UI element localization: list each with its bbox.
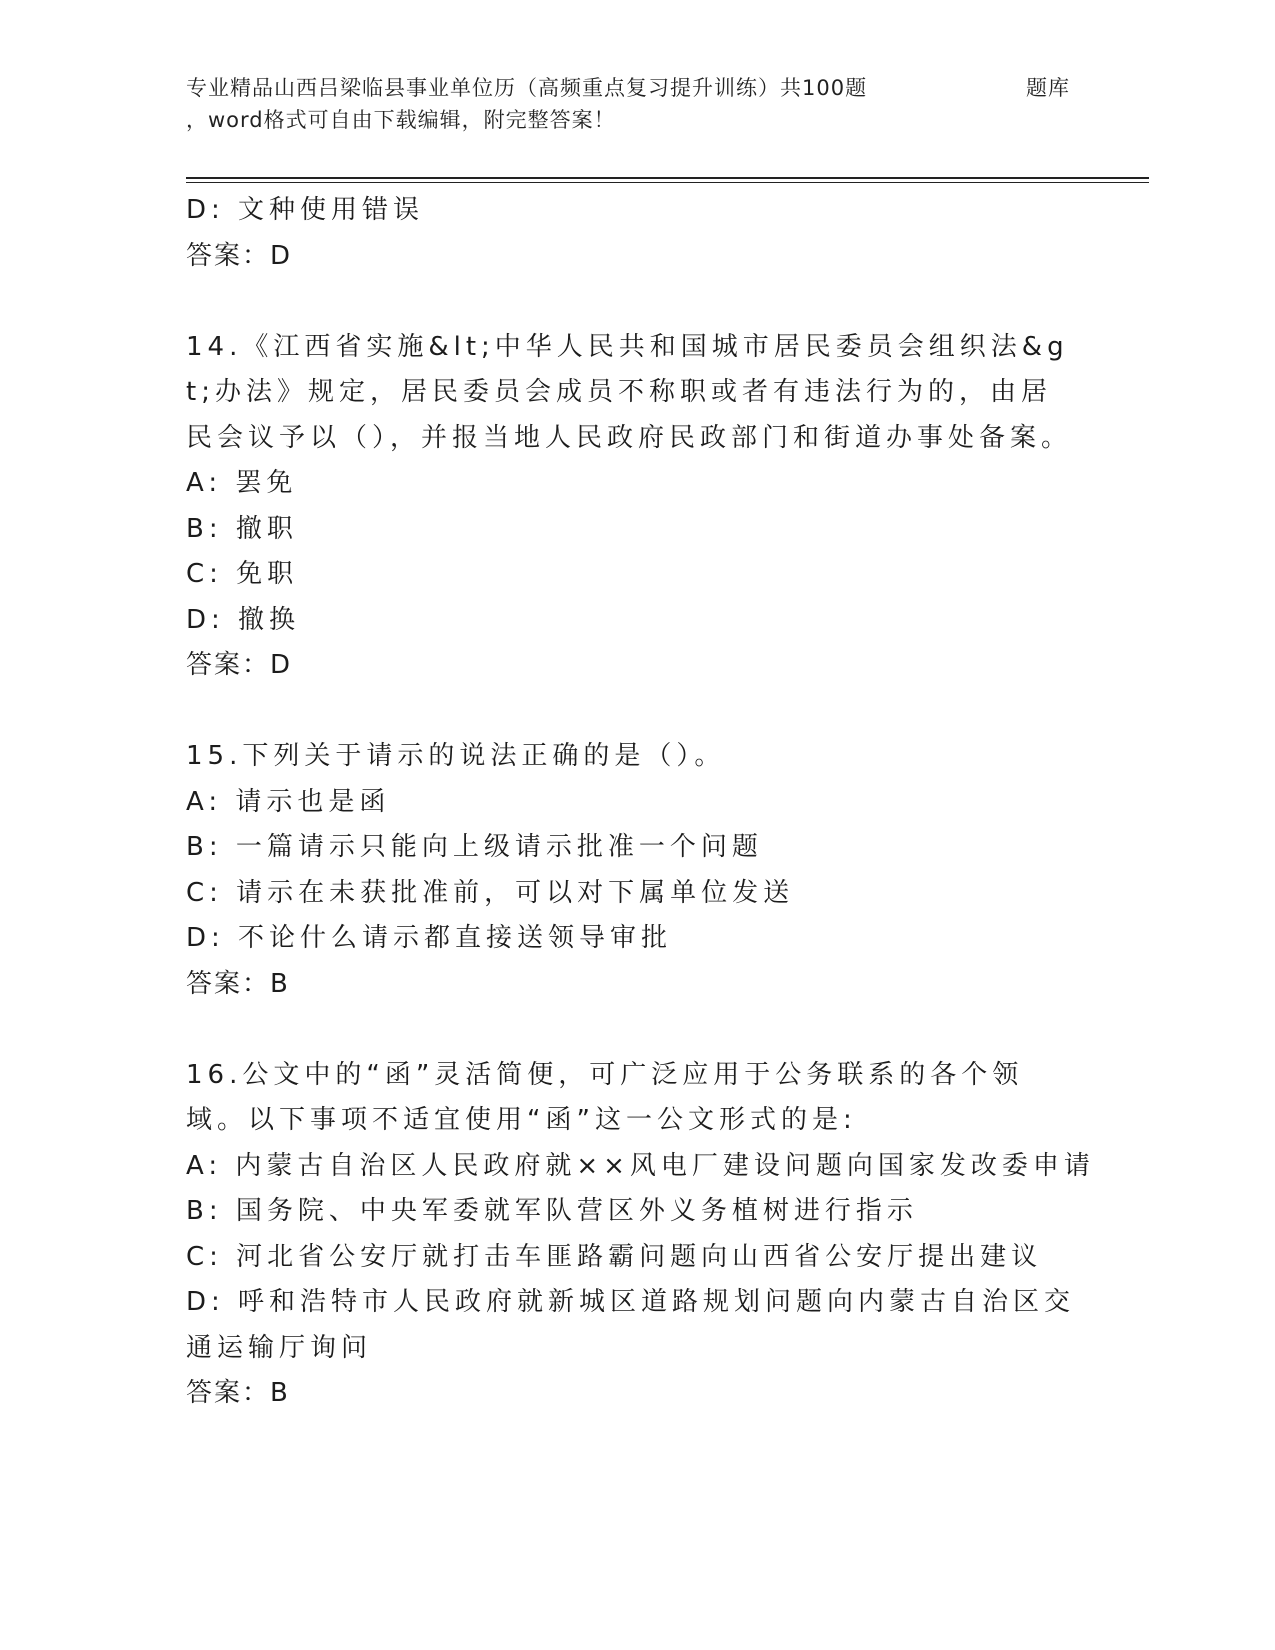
question-stem: 14.《江西省实施&lt;中华人民共和国城市居民委员会组织法&gt;办法》规定，居民委员会成员不称职或者有违法行为的，由居民会议予以（），并报当地人民政府民政部门和街道办事处备案。 <box>186 331 1073 453</box>
header-line-1 <box>186 72 1156 104</box>
option-b: B: 一篇请示只能向上级请示批准一个问题 <box>186 832 763 862</box>
answer-line: 答案：D <box>186 650 293 680</box>
option-d: D: 呼和浩特市人民政府就新城区道路规划问题向内蒙古自治区交通运输厅询问 <box>186 1287 1076 1363</box>
question-stem: 15.下列关于请示的说法正确的是（）。 <box>186 741 726 771</box>
option-b: B: 撤职 <box>186 513 298 544</box>
header-rule-thin <box>186 182 1149 183</box>
spacer <box>186 689 1086 735</box>
option-c: C: 请示在未获批准前，可以对下属单位发送 <box>186 877 795 908</box>
question-stem: 16.公文中的“函”灵活简便，可广泛应用于公务联系的各个领域。以下事项不适宜使用“函”这一公文形式的是: <box>186 1059 1024 1135</box>
question-16 <box>186 1053 1095 1417</box>
spacer <box>186 279 1086 325</box>
header-rule-thick <box>186 177 1149 179</box>
answer-line: 答案：B <box>186 1378 290 1408</box>
header-title: 专业精品山西吕梁临县事业单位历（高频重点复习提升训练）共100题 <box>186 76 868 100</box>
option-d: D: 撤换 <box>186 604 301 635</box>
option-b: B: 国务院、中央军委就军队营区外义务植树进行指示 <box>186 1196 918 1226</box>
spacer <box>186 1007 1086 1053</box>
answer-line: 答案：B <box>186 968 290 999</box>
answer-line: 答案：D <box>186 240 293 271</box>
option-a: A: 内蒙古自治区人民政府就××风电厂建设问题向国家发改委申请 <box>186 1150 1095 1181</box>
option-c: C: 河北省公安厅就打击车匪路霸问题向山西省公安厅提出建议 <box>186 1241 1043 1272</box>
question-15 <box>186 734 1086 1007</box>
option-c: C: 免职 <box>186 559 299 589</box>
header-tag: 题库 <box>1026 76 1070 100</box>
question-content <box>186 188 1095 1417</box>
option-a: A: 罢免 <box>186 468 298 498</box>
header-subtitle: ，word格式可自由下载编辑，附完整答案！ <box>186 108 616 132</box>
page-header <box>186 72 1156 136</box>
option-d: D: 不论什么请示都直接送领导审批 <box>186 923 673 953</box>
option-a: A: 请示也是函 <box>186 786 391 817</box>
question-14 <box>186 325 1086 689</box>
option-d: D: 文种使用错误 <box>186 195 425 225</box>
